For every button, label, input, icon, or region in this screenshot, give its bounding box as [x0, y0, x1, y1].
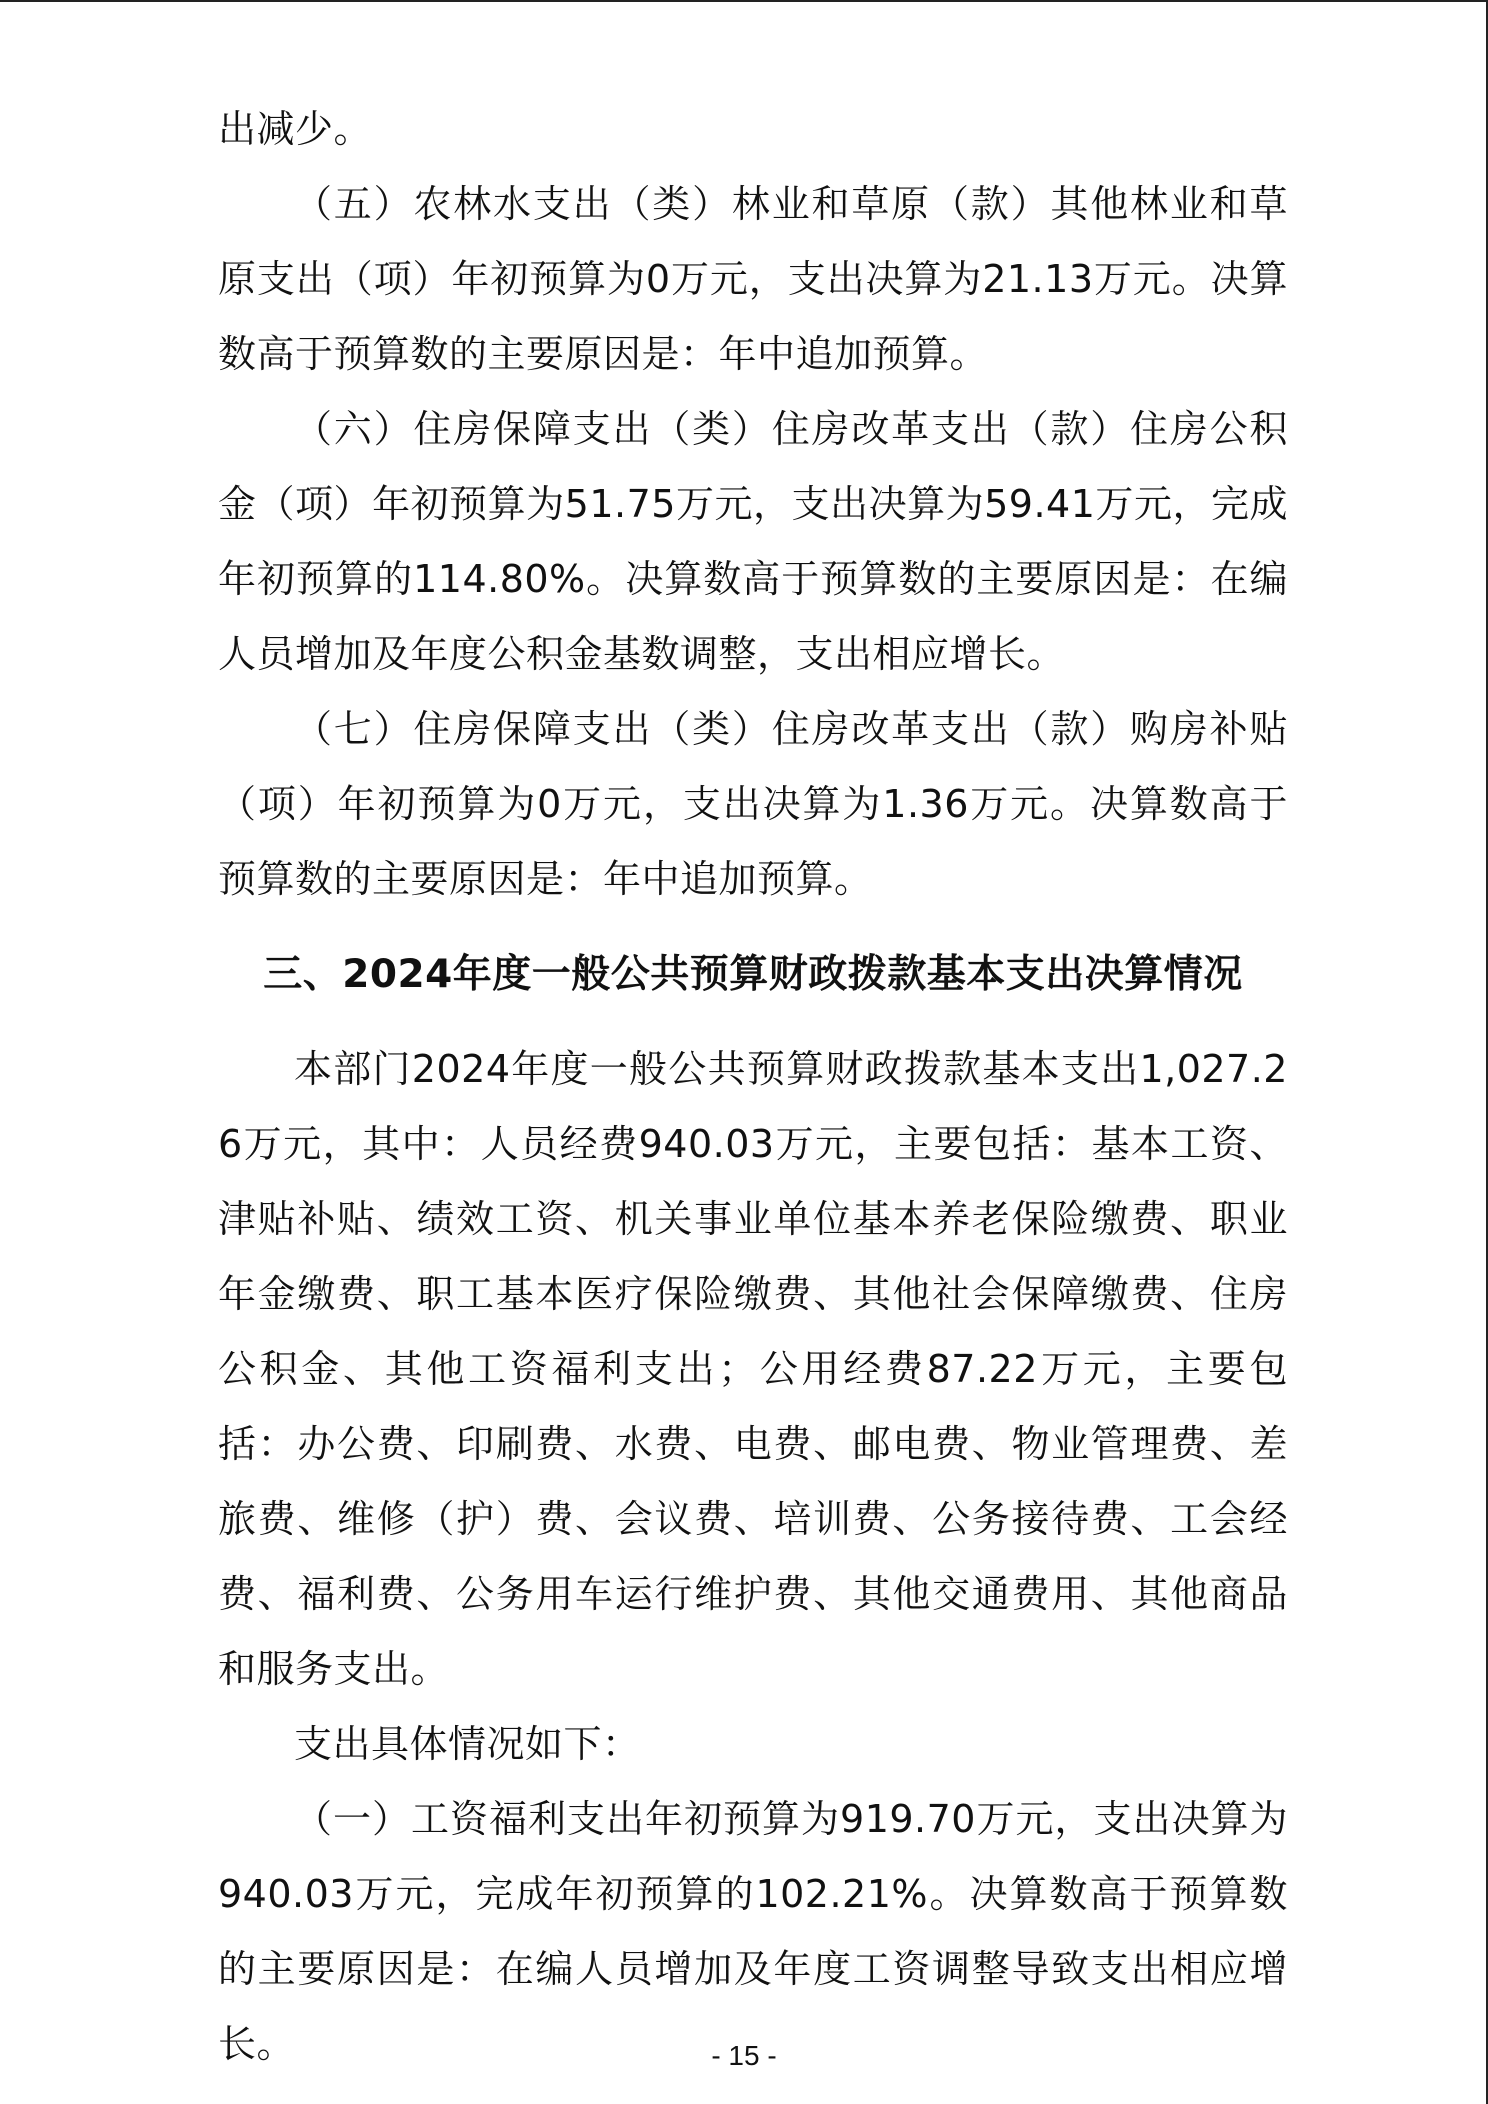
- paragraph-continuation: 出减少。: [218, 107, 373, 151]
- page-top-border: [0, 0, 1488, 2]
- section-heading: 三、2024年度一般公共预算财政拨款基本支出决算情况: [263, 952, 1243, 997]
- paragraph-item-1: （一）工资福利支出年初预算为919.70万元，支出决算为940.03万元，完成年初预算的102.21%。决算数高于预算数的主要原因是：在编人员增加及年度工资调整导致支出相应增长。: [218, 1797, 1288, 2066]
- paragraph-basic-expenditure: 本部门2024年度一般公共预算财政拨款基本支出1,027.26万元，其中：人员经费940.03万元，主要包括：基本工资、津贴补贴、绩效工资、机关事业单位基本养老保险缴费、职业年金缴费、职工基本医疗保险缴费、其他社会保障缴费、住房公积金、其他工资福利支出；公用经费87.22万元，主要包括：办公费、印刷费、水费、电费、邮电费、物业管理费、差旅费、维修（护）费、会议费、培训费、公务接待费、工会经费、福利费、公务用车运行维护费、其他交通费用、其他商品和服务支出。: [218, 1047, 1288, 1691]
- paragraph-item-7: （七）住房保障支出（类）住房改革支出（款）购房补贴（项）年初预算为0万元，支出决算为1.36万元。决算数高于预算数的主要原因是：年中追加预算。: [218, 707, 1288, 901]
- paragraph-item-5: （五）农林水支出（类）林业和草原（款）其他林业和草原支出（项）年初预算为0万元，支出决算为21.13万元。决算数高于预算数的主要原因是：年中追加预算。: [218, 182, 1288, 376]
- page-number: - 15 -: [711, 2040, 777, 2071]
- paragraph-details-intro: 支出具体情况如下：: [294, 1722, 641, 1766]
- document-body: [218, 92, 1288, 2082]
- paragraph-item-6: （六）住房保障支出（类）住房改革支出（款）住房公积金（项）年初预算为51.75万元，支出决算为59.41万元，完成年初预算的114.80%。决算数高于预算数的主要原因是：在编人员增加及年度公积金基数调整，支出相应增长。: [218, 407, 1288, 676]
